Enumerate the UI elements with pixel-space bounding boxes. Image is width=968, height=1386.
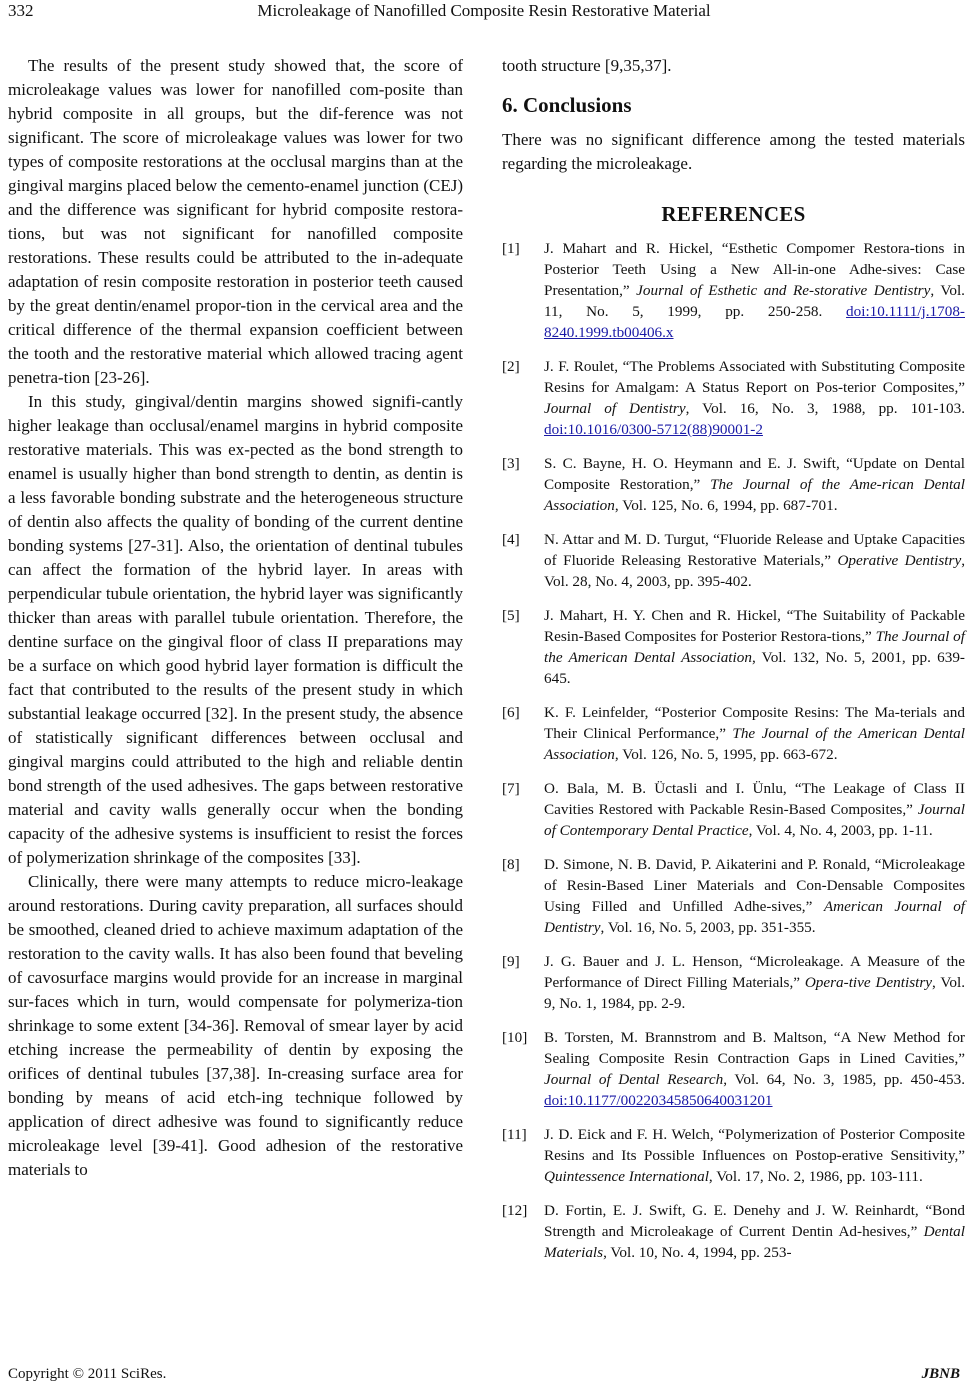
- reference-journal: Opera-tive Dentistry: [804, 974, 932, 991]
- reference-text: [544, 1200, 965, 1263]
- reference-authors-title: J. F. Roulet, “The Problems Associated with Substituting Composite Resins for Amalgam: A Status Report on Pos-terior Composites,”: [544, 358, 965, 396]
- reference-number: [6]: [502, 704, 520, 721]
- reference-journal: Journal of Contemporary Dental Practice: [544, 801, 965, 839]
- reference-journal: Journal of Dentistry: [544, 400, 686, 417]
- reference-authors-title: J. Mahart, H. Y. Chen and R. Hickel, “The Suitability of Packable Resin-Based Composites for Posterior Restora-tions,”: [544, 607, 965, 645]
- reference-details: , Vol. 4, No. 4, 2003, pp. 1-11.: [748, 822, 933, 839]
- reference-item: [502, 951, 965, 1014]
- body-paragraph: Clinically, there were many attempts to reduce micro-leakage around restorations. During cavity preparation, all surfaces should be smoothed, cleaned dried to achieve maximum adaptation of the restoration to the cavity walls. It has also been found that beveling of cavosurface margins would provide for an increase in marginal sur-faces which in turn, would compensate for polymeriza-tion shrinkage to some extent [34-36]. Removal of smear layer by acid etching increase the permeability of dentin by exposing the orifices of dentinal tubules [37,38]. In-creasing surface area for bonding by means of acid etch-ing technique followed by application of direct adhesive was found to significantly reduce microleakage level [39-41]. Good adhesion of the restorative materials to: [8, 872, 463, 1179]
- reference-text: [544, 356, 965, 440]
- right-column: [502, 54, 965, 1276]
- reference-journal: Journal of Esthetic and Re-storative Dentistry: [636, 282, 931, 299]
- reference-journal: Journal of Dental Research: [544, 1071, 724, 1088]
- reference-details: , Vol. 16, No. 5, 2003, pp. 351-355.: [600, 919, 816, 936]
- reference-number: [7]: [502, 780, 520, 797]
- body-paragraph-continuation: tooth structure [9,35,37].: [502, 56, 672, 75]
- reference-text: [544, 453, 965, 516]
- reference-authors-title: D. Fortin, E. J. Swift, G. E. Denehy and J. W. Reinhardt, “Bond Strength and Microleakage of Current Dentin Ad-hesives,”: [544, 1202, 965, 1240]
- reference-text: [544, 529, 965, 592]
- reference-number: [5]: [502, 607, 520, 624]
- doi-link[interactable]: doi:10.1111/j.1708-8240.1999.tb00406.x: [544, 303, 965, 341]
- doi-link[interactable]: doi:10.1016/0300-5712(88)90001-2: [544, 421, 763, 438]
- reference-number: [1]: [502, 240, 520, 257]
- section-heading-conclusions: 6. Conclusions: [502, 93, 632, 117]
- reference-item: [502, 605, 965, 689]
- reference-number: [8]: [502, 856, 520, 873]
- copyright-notice: Copyright © 2011 SciRes.: [8, 1366, 167, 1382]
- reference-details: , Vol. 126, No. 5, 1995, pp. 663-672.: [614, 746, 838, 763]
- reference-number: [11]: [502, 1126, 527, 1143]
- reference-item: [502, 1200, 965, 1263]
- reference-authors-title: S. C. Bayne, H. O. Heymann and E. J. Swift, “Update on Dental Composite Restoration,”: [544, 455, 965, 493]
- reference-text: [544, 1027, 965, 1111]
- reference-number: [12]: [502, 1202, 528, 1219]
- running-title: Microleakage of Nanofilled Composite Resin Restorative Material: [257, 1, 711, 20]
- reference-text: [544, 238, 965, 343]
- reference-details: , Vol. 125, No. 6, 1994, pp. 687-701.: [614, 497, 838, 514]
- reference-authors-title: D. Simone, N. B. David, P. Aikaterini and P. Ronald, “Microleakage of Resin-Based Liner Materials and Con-Densable Composites Using Filled and Unfilled Adhe-sives,”: [544, 856, 965, 915]
- reference-item: [502, 1027, 965, 1111]
- reference-item: [502, 1124, 965, 1187]
- doi-link[interactable]: doi:10.1177/00220345850640031201: [544, 1092, 773, 1109]
- reference-authors-title: J. G. Bauer and J. L. Henson, “Microleakage. A Measure of the Performance of Direct Filling Materials,”: [544, 953, 965, 991]
- reference-number: [3]: [502, 455, 520, 472]
- conclusions-text: There was no significant difference among the tested materials regarding the microleakage.: [502, 130, 965, 173]
- reference-details: , Vol. 64, No. 3, 1985, pp. 450-453.: [723, 1071, 965, 1088]
- reference-authors-title: N. Attar and M. D. Turgut, “Fluoride Release and Uptake Capacities of Fluoride Releasing Restorative Materials,”: [544, 531, 965, 569]
- reference-text: [544, 854, 965, 938]
- reference-authors-title: O. Bala, M. B. Üctasli and I. Ünlu, “The Leakage of Class II Cavities Restored with Packable Resin-Based Composites,”: [544, 780, 965, 818]
- reference-item: [502, 854, 965, 938]
- reference-details: , Vol. 17, No. 2, 1986, pp. 103-111.: [708, 1168, 923, 1185]
- reference-authors-title: K. F. Leinfelder, “Posterior Composite Resins: The Ma-terials and Their Clinical Performance,”: [544, 704, 965, 742]
- reference-item: [502, 453, 965, 516]
- reference-details: , Vol. 28, No. 4, 2003, pp. 395-402.: [544, 552, 965, 590]
- reference-text: [544, 1124, 965, 1187]
- left-column: [8, 54, 463, 1182]
- reference-item: [502, 356, 965, 440]
- reference-journal: The Journal of the American Dental Association: [544, 725, 965, 763]
- reference-number: [10]: [502, 1029, 528, 1046]
- reference-item: [502, 238, 965, 343]
- reference-authors-title: J. Mahart and R. Hickel, “Esthetic Compomer Restora-tions in Posterior Teeth Using a New All-in-one Adhe-sives: Case Presentation,”: [544, 240, 965, 299]
- body-paragraph: The results of the present study showed that, the score of microleakage values was lower for nanofilled com-posite than hybrid composite in all groups, but the dif-ference was not significant. The score of microleakage values was lower for two types of composite restorations at the occlusal margins than at the gingival margins placed below the cemento-enamel junction (CEJ) and the difference was significant for hybrid composite restora-tions, but was not significant for nanofilled composite restorations. These results could be attributed to the in-adequate adaptation of resin composite restoration in posterior teeth caused by the great dentin/enamel propor-tion in the cervical area and the critical difference of the thermal expansion coefficient between the tooth and the restorative material which allowed tracing agent penetra-tion [23-26].: [8, 56, 463, 387]
- reference-text: [544, 702, 965, 765]
- reference-text: [544, 951, 965, 1014]
- reference-journal: Operative Dentistry: [837, 552, 962, 569]
- reference-details: , Vol. 11, No. 5, 1999, pp. 250-258.: [544, 282, 965, 320]
- reference-details: , Vol. 16, No. 3, 1988, pp. 101-103.: [685, 400, 965, 417]
- references-heading: REFERENCES: [661, 202, 806, 226]
- reference-details: , Vol. 132, No. 5, 2001, pp. 639-645.: [544, 649, 965, 687]
- reference-authors-title: B. Torsten, M. Brannstrom and B. Maltson, “A New Method for Sealing Composite Resin Contraction Gaps in Lined Cavities,”: [544, 1029, 965, 1067]
- reference-journal: The Journal of the Ame-rican Dental Association: [544, 476, 965, 514]
- reference-details: , Vol. 10, No. 4, 1994, pp. 253-: [603, 1244, 792, 1261]
- reference-journal: American Journal of Dentistry: [544, 898, 966, 936]
- reference-authors-title: J. D. Eick and F. H. Welch, “Polymerization of Posterior Composite Resins and Its Possible Influences on Postop-erative Sensitivity,”: [544, 1126, 965, 1164]
- reference-journal: Quintessence International: [544, 1168, 709, 1185]
- reference-number: [2]: [502, 358, 520, 375]
- reference-item: [502, 529, 965, 592]
- reference-item: [502, 702, 965, 765]
- reference-number: [4]: [502, 531, 520, 548]
- body-paragraph: In this study, gingival/dentin margins showed signifi-cantly higher leakage than occlusal/enamel margins in hybrid composite restorative materials. This was ex-pected as the bond strength to enamel is usually higher than bond strength to dentin, as dentin is a less favorable bonding substrate and the heterogeneous structure of dentin also affects the quality of bonding of the current dentine bonding systems [27-31]. Also, the orientation of dentinal tubules can affect the formation of the hybrid layer. In areas with perpendicular tubule orientation, the hybrid layer was significantly thicker than areas with parallel tubule orientation. Therefore, the dentine surface on the gingival floor of class II preparations may be a surface on which good hybrid layer formation is difficult the fact that contributed to the results of the present study in which substantial leakage occurred [32]. In the present study, the absence of statistically significant differences between occlusal and gingival margins could attributed to the high and reliable dentin bond strength of the used adhesives. The gaps between restorative material and cavity walls generally occur when the bonding capacity of the adhesive systems is insufficient to resist the forces of polymerization shrinkage of the composites [33].: [8, 392, 463, 867]
- page-number: 332: [8, 1, 34, 20]
- reference-journal: Dental Materials: [544, 1223, 965, 1261]
- reference-item: [502, 778, 965, 841]
- page-header: [0, 0, 968, 24]
- reference-text: [544, 778, 965, 841]
- reference-details: , Vol. 9, No. 1, 1984, pp. 2-9.: [544, 974, 965, 1012]
- page-footer: [0, 1364, 968, 1384]
- reference-list: [502, 238, 965, 1263]
- journal-abbreviation: JBNB: [921, 1366, 960, 1382]
- reference-text: [544, 605, 965, 689]
- reference-number: [9]: [502, 953, 520, 970]
- reference-journal: The Journal of the American Dental Association: [544, 628, 965, 666]
